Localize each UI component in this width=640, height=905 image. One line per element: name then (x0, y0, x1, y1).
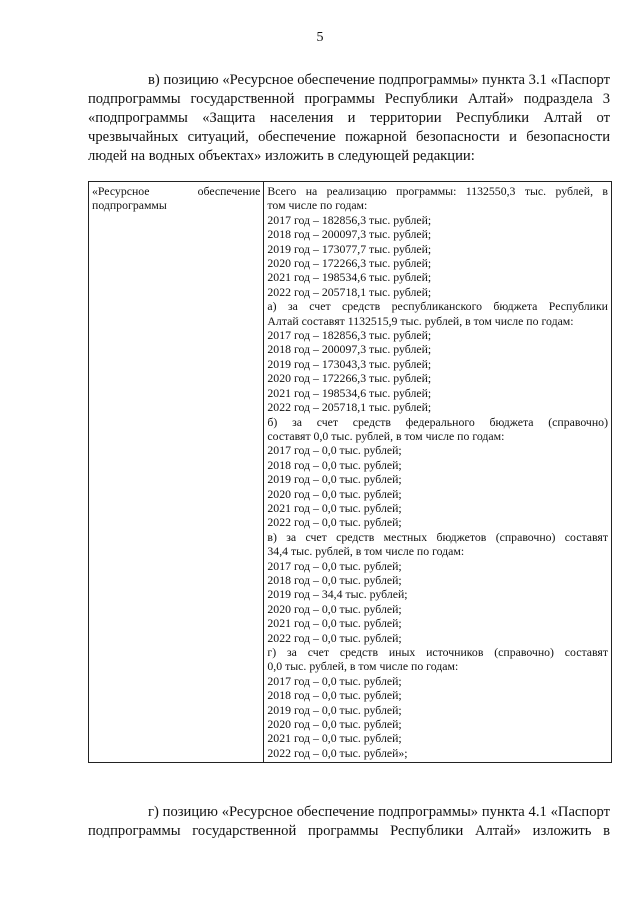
value-line: 2018 год – 200097,3 тыс. рублей; (267, 342, 432, 357)
value-line: 2019 год – 173077,7 тыс. рублей; (267, 241, 432, 256)
label-line: «Ресурсное обеспечение (92, 184, 261, 198)
value-line: 2018 год – 0,0 тыс. рублей; (267, 572, 402, 587)
closing-line: г) позицию «Ресурсное обеспечение подпрограммы» пункта 4.1 «Паспорт (148, 804, 610, 820)
value-line: 2017 год – 182856,3 тыс. рублей; (267, 328, 432, 343)
value-line: 2021 год – 198534,6 тыс. рублей; (267, 385, 432, 400)
value-line: 2019 год – 34,4 тыс. рублей; (267, 587, 408, 602)
intro-paragraph (88, 71, 610, 166)
value-line: 2018 год – 0,0 тыс. рублей; (267, 457, 402, 472)
value-line: 0,0 тыс. рублей, в том числе по годам: (267, 659, 459, 674)
value-line: а) за счет средств республиканского бюджета Республики (267, 299, 608, 314)
value-line: 2018 год – 200097,3 тыс. рублей; (267, 227, 432, 242)
table-row (89, 182, 612, 763)
value-line: 2017 год – 182856,3 тыс. рублей; (267, 212, 432, 227)
value-line: 2021 год – 0,0 тыс. рублей; (267, 731, 402, 746)
value-line: Всего на реализацию программы: 1132550,3 тыс. рублей, в (267, 184, 608, 198)
value-line: г) за счет средств иных источников (справочно) составят (267, 645, 608, 659)
value-line: 2021 год – 0,0 тыс. рублей; (267, 616, 402, 631)
value-line: 2021 год – 198534,6 тыс. рублей; (267, 270, 432, 285)
value-line: в) за счет средств местных бюджетов (справочно) составят (267, 529, 608, 544)
value-line: 2021 год – 0,0 тыс. рублей; (267, 500, 402, 515)
value-line: 2019 год – 0,0 тыс. рублей; (267, 702, 402, 717)
value-line: 2020 год – 172266,3 тыс. рублей; (267, 371, 432, 386)
closing-paragraph (88, 803, 610, 841)
intro-line: «подпрограммы «Защита населения и территории Республики Алтай от (88, 110, 610, 126)
value-line: 2022 год – 205718,1 тыс. рублей; (267, 400, 432, 415)
value-line: 2022 год – 205718,1 тыс. рублей; (267, 284, 432, 299)
page-number: 5 (316, 30, 324, 45)
intro-line: в) позицию «Ресурсное обеспечение подпрограммы» пункта 3.1 «Паспорт (148, 72, 610, 88)
value-line: 2019 год – 173043,3 тыс. рублей; (267, 356, 432, 371)
value-line: 2017 год – 0,0 тыс. рублей; (267, 558, 402, 573)
value-line: составят 0,0 тыс. рублей, в том числе по годам: (267, 428, 505, 443)
label-line: подпрограммы (92, 198, 167, 213)
intro-line: подпрограммы государственной программы Республики Алтай» подраздела 3 (88, 91, 610, 107)
value-line: 2022 год – 0,0 тыс. рублей»; (267, 745, 408, 760)
intro-line: людей на водных объектах» изложить в следующей редакции: (88, 148, 475, 164)
value-line: 34,4 тыс. рублей, в том числе по годам: (267, 544, 465, 559)
value-line: 2020 год – 0,0 тыс. рублей; (267, 717, 402, 732)
value-line: 2017 год – 0,0 тыс. рублей; (267, 443, 402, 458)
value-line: б) за счет средств федерального бюджета (справочно) (267, 414, 608, 429)
label-cell (89, 182, 264, 763)
value-line: 2020 год – 0,0 тыс. рублей; (267, 601, 402, 616)
closing-line: подпрограммы государственной программы Республики Алтай» изложить в (88, 823, 610, 839)
value-line: 2020 год – 172266,3 тыс. рублей; (267, 256, 432, 271)
resource-table (88, 181, 612, 763)
value-line: 2020 год – 0,0 тыс. рублей; (267, 486, 402, 501)
value-line: том числе по годам: (267, 198, 368, 213)
value-line: 2022 год – 0,0 тыс. рублей; (267, 515, 402, 530)
value-cell (264, 182, 612, 763)
value-line: 2022 год – 0,0 тыс. рублей; (267, 630, 402, 645)
value-line: 2018 год – 0,0 тыс. рублей; (267, 688, 402, 703)
intro-line: чрезвычайных ситуаций, обеспечение пожарной безопасности и безопасности (88, 129, 610, 145)
value-line: Алтай составят 1132515,9 тыс. рублей, в том числе по годам: (267, 313, 574, 328)
value-line: 2019 год – 0,0 тыс. рублей; (267, 472, 402, 487)
value-line: 2017 год – 0,0 тыс. рублей; (267, 673, 402, 688)
